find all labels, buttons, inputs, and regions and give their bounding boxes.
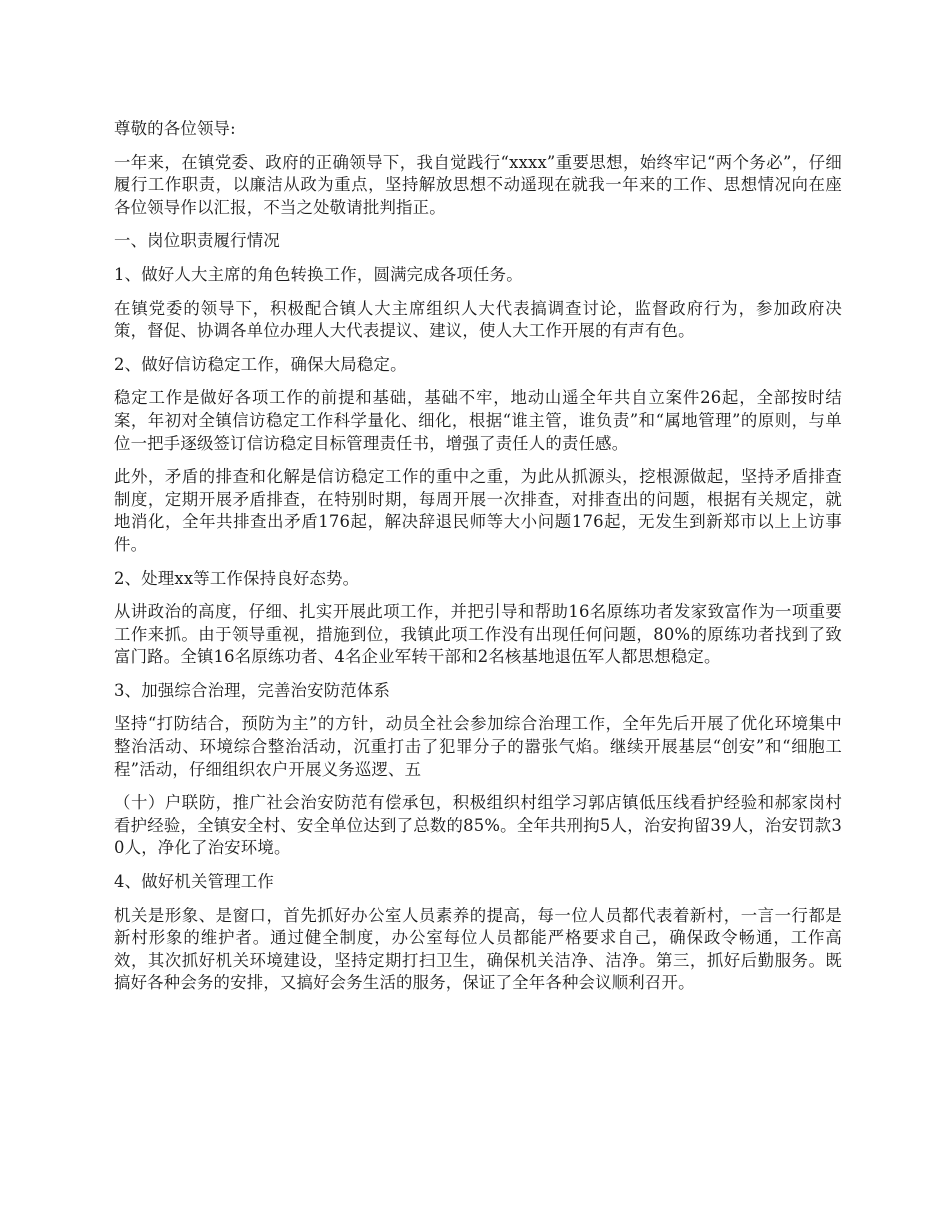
body-paragraph: 机关是形象、是窗口，首先抓好办公室人员素养的提高，每一位人员都代表着新村，一言一行都是新村形象的维护者。通过健全制度，办公室每位人员都能严格要求自己，确保政令畅通，工作高效，其次抓好机关环境建设，坚持定期打扫卫生，确保机关洁净、洁净。第三，抓好后勤服务。既搞好各种会务的安排，又搞好会务生活的服务，保证了全年各种会议顺利召开。 <box>114 905 842 993</box>
salutation: 尊敬的各位领导: <box>114 119 236 138</box>
subsection-heading: 2、做好信访稳定工作，确保大局稳定。 <box>114 354 407 374</box>
body-paragraph: （十）户联防，推广社会治安防范有偿承包，积极组织村组学习郭店镇低压线看护经验和郝家岗村看护经验，全镇安全村、安全单位达到了总数的85%。全年共刑拘5人，治安拘留39人，治安罚款30人，净化了治安环境。 <box>114 793 842 858</box>
subsection-heading: 3、加强综合治理，完善治安防范体系 <box>114 680 391 700</box>
subsection-heading: 4、做好机关管理工作 <box>114 872 274 892</box>
body-paragraph: 此外，矛盾的排查和化解是信访稳定工作的重中之重，为此从抓源头，挖根源做起，坚持矛盾排查制度，定期开展矛盾排查，在特别时期，每周开展一次排查，对排查出的问题，根据有关规定，就地消化，全年共排查出矛盾176起，解决辞退民师等大小问题176起，无发生到新郑市以上上访事件。 <box>114 467 842 554</box>
body-paragraph: 坚持“打防结合，预防为主”的方针，动员全社会参加综合治理工作，全年先后开展了优化环境集中整治活动、环境综合整治活动，沉重打击了犯罪分子的嚣张气焰。继续开展基层“创安”和“细胞工程”活动，仔细组织农户开展义务巡逻、五 <box>114 714 842 779</box>
document-page <box>114 118 842 1006</box>
subsection-heading: 2、处理xx等工作保持良好态势。 <box>114 568 360 588</box>
body-paragraph: 稳定工作是做好各项工作的前提和基础，基础不牢，地动山遥全年共自立案件26起，全部按时结案，年初对全镇信访稳定工作科学量化、细化，根据“谁主管，谁负责”和“属地管理”的原则，与单位一把手逐级签订信访稳定目标管理责任书，增强了责任人的责任感。 <box>114 388 842 453</box>
section-heading: 一、岗位职责履行情况 <box>114 231 280 251</box>
subsection-heading: 1、做好人大主席的角色转换工作，圆满完成各项任务。 <box>114 264 523 284</box>
intro-paragraph: 一年来，在镇党委、政府的正确领导下，我自觉践行“xxxx”重要思想，始终牢记“两个务必”，仔细履行工作职责，以廉洁从政为重点，坚持解放思想不动遥现在就我一年来的工作、思想情况向在座各位领导作以汇报，不当之处敬请批判指正。 <box>114 152 842 217</box>
body-paragraph: 在镇党委的领导下，积极配合镇人大主席组织人大代表搞调查讨论，监督政府行为，参加政府决策，督促、协调各单位办理人大代表提议、建议，使人大工作开展的有声有色。 <box>114 298 842 341</box>
body-paragraph: 从讲政治的高度，仔细、扎实开展此项工作，并把引导和帮助16名原练功者发家致富作为一项重要工作来抓。由于领导重视，措施到位，我镇此项工作没有出现任何问题，80%的原练功者找到了致富门路。全镇16名原练功者、4名企业军转干部和2名核基地退伍军人都思想稳定。 <box>114 602 842 667</box>
